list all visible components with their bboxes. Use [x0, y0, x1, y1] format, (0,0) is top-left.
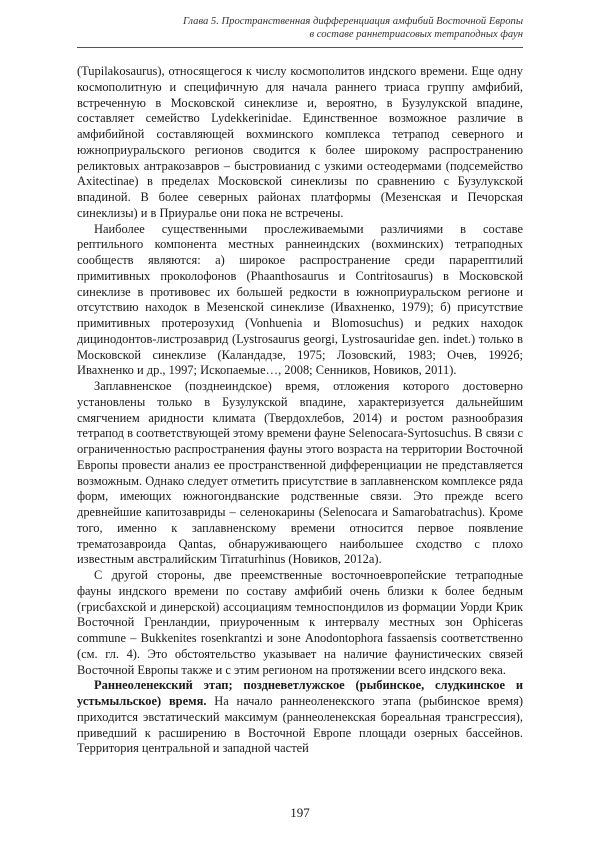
paragraph-5-text: На начало раннеоленекского этапа (рыбинское время) приходится эвстатический максимум (раннеоленекская бореальная трансгрессия), приведший к расширению в Восточной Европе площади озерных бассейнов. Территория центральной и западной частей	[77, 694, 523, 756]
paragraph-1: (Tupilakosaurus), относящегося к числу космополитов индского времени. Еще одну космополитную и специфичную для начала раннего триаса группу амфибий, встреченную в Московской синеклизе и, вероятно, в Бузулукской впадине, составляет семейство Lydekkerinidae. Единственное возможное различие в амфибийной составляющей вохминского комплекса тетрапод северного и южноприуральского регионов сводится к более широкому распространению реликтовых антракозавров – быстровианид с узкими остеодермами (подсемейство Axitectinae) в пределах Московской синеклизы по сравнению с Бузулукской впадиной. В более северных районах платформы (Мезенская и Печорская синеклизы) и в Приуралье они пока не встречены.	[77, 64, 523, 220]
page-number: 197	[290, 805, 310, 820]
paragraph-5	[77, 678, 523, 757]
paragraph-2: Наиболее существенными прослеживаемыми различиями в составе рептильного компонента местных раннеиндских (вохминских) тетраподных сообществ являются: а) широкое распространение среди парарептилий примитивных проколофонов (Phaanthosaurus и Contritosaurus) в Московской синеклизе в противовес их большей редкости в южноприуральском регионе и отсутствию находок в Мезенской синеклизе (Ивахненко, 1979); б) присутствие примитивных протерозухид (Vonhuenia и Blomosuchus) и редких находок дицинодонтов-листрозаврид (Lystrosaurus georgi, Lystrosauridae gen. indet.) только в Московской синеклизе (Каландадзе, 1975; Лозовский, 1983; Очев, 1992б; Ивахненко и др., 1997; Ископаемые…, 2008; Сенников, Новиков, 2011).	[77, 221, 523, 378]
running-header-line-1: Глава 5. Пространственная дифференциация амфибий Восточной Европы	[182, 16, 523, 27]
paragraph-4: С другой стороны, две преемственные восточноевропейские тетраподные фауны индского времени по составу амфибий очень близки к более бедным (грисбахской и динерской) ассоциациям темноспондилов из формации Уорди Крик Восточной Гренландии, приуроченным к интервалу местных зон Ophiceras commune – Bukkenites rosenkrantzi и зоне Anodontophora fassaensis соответственно (см. гл. 4). Это обстоятельство указывает на наличие фаунистических связей Восточной Европы также и с этим регионом на протяжении всего индского века.	[77, 568, 523, 677]
section-heading: Раннеоленекский этап; поздневетлужское (рыбинское, слудкинское и устьмыльское) время.	[77, 678, 523, 708]
running-header	[77, 15, 523, 41]
paragraph-3: Заплавненское (позднеиндское) время, отложения которого достоверно установлены только в Бузулукской впадине, характеризуется дальнейшим смягчением аридности климата (Твердохлебов, 2014) и ростом разнообразия тетрапод в соответствующей этому времени фауне Selenocara-Syrtosuchus. В связи с ограниченностью распространения фауны этого возраста на территории Восточной Европы провести анализ ее пространственной дифференциации не представляется возможным. Однако следует отметить присутствие в заплавненском комплексе ряда форм, имеющих южногондванские родственные связи. Это прежде всего древнейшие капитозавриды – селенокарины (Selenocara и Samarobatrachus). Кроме того, именно к заплавненскому времени относится первое появление трематозавроида Qantas, обнаруживающего наибольшее сходство с плохо известным австралийским Tirraturhinus (Новиков, 2012а).	[77, 379, 523, 567]
running-header-line-2: в составе раннетриасовых тетраподных фаун	[309, 29, 523, 40]
body-text	[77, 64, 523, 757]
header-divider	[77, 47, 523, 48]
